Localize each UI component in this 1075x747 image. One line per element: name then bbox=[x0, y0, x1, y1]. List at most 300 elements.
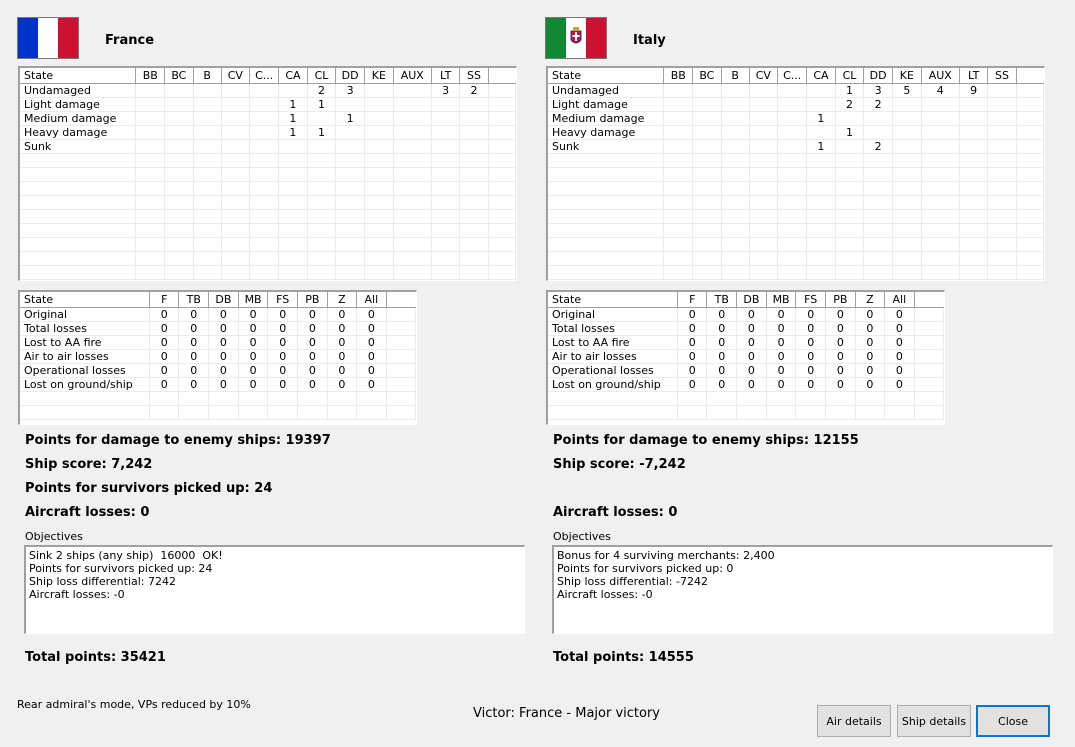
table-row[interactable] bbox=[548, 252, 1044, 266]
table-cell bbox=[864, 238, 893, 252]
table-row[interactable] bbox=[548, 266, 1044, 280]
row-label bbox=[20, 238, 136, 252]
ship-score-italy: Ship score: -7,242 bbox=[553, 457, 686, 472]
table-cell bbox=[386, 322, 415, 336]
column-header[interactable]: All bbox=[885, 292, 915, 308]
table-cell bbox=[1016, 84, 1043, 98]
table-cell bbox=[393, 112, 431, 126]
table-cell bbox=[921, 224, 959, 238]
table-row[interactable] bbox=[548, 84, 1044, 98]
table-cell bbox=[165, 238, 194, 252]
table-cell: 0 bbox=[327, 336, 356, 350]
table-cell bbox=[268, 406, 298, 420]
table-row[interactable] bbox=[20, 168, 516, 182]
table-cell bbox=[136, 238, 165, 252]
table-cell bbox=[664, 126, 693, 140]
objectives-list-italy[interactable] bbox=[552, 545, 1053, 634]
objectives-list-france[interactable] bbox=[24, 545, 525, 634]
column-header[interactable]: BC bbox=[165, 68, 194, 84]
column-header[interactable]: LT bbox=[960, 68, 988, 84]
table-cell bbox=[221, 98, 250, 112]
table-row[interactable] bbox=[548, 406, 944, 420]
table-cell: 0 bbox=[298, 350, 328, 364]
table-row[interactable] bbox=[548, 238, 1044, 252]
mode-note: Rear admiral's mode, VPs reduced by 10% bbox=[17, 698, 251, 711]
table-cell bbox=[864, 154, 893, 168]
table-row[interactable] bbox=[548, 224, 1044, 238]
table-cell bbox=[807, 84, 836, 98]
table-cell: 0 bbox=[268, 336, 298, 350]
table-cell bbox=[914, 336, 943, 350]
column-header[interactable]: All bbox=[357, 292, 387, 308]
table-row[interactable] bbox=[20, 98, 516, 112]
table-cell bbox=[268, 392, 298, 406]
table-row[interactable] bbox=[548, 322, 944, 336]
table-row[interactable] bbox=[548, 308, 944, 322]
table-cell: 0 bbox=[885, 364, 915, 378]
table-cell bbox=[336, 154, 365, 168]
table-cell bbox=[1016, 182, 1043, 196]
table-cell bbox=[921, 98, 959, 112]
table-cell: 0 bbox=[150, 308, 179, 322]
table-row[interactable] bbox=[548, 364, 944, 378]
table-cell bbox=[893, 182, 922, 196]
table-row[interactable] bbox=[20, 154, 516, 168]
column-header[interactable]: PB bbox=[826, 292, 856, 308]
table-cell bbox=[238, 392, 268, 406]
table-cell: 0 bbox=[678, 308, 707, 322]
table-cell bbox=[749, 196, 778, 210]
table-cell bbox=[693, 84, 722, 98]
table-row[interactable] bbox=[20, 392, 416, 406]
table-cell bbox=[1016, 126, 1043, 140]
column-header[interactable]: DB bbox=[209, 292, 239, 308]
table-cell bbox=[664, 266, 693, 280]
table-row[interactable] bbox=[548, 392, 944, 406]
table-cell bbox=[807, 196, 836, 210]
table-row[interactable] bbox=[20, 84, 516, 98]
table-cell: 1 bbox=[807, 140, 836, 154]
table-cell bbox=[721, 252, 749, 266]
column-header[interactable]: CA bbox=[279, 68, 308, 84]
column-header[interactable]: LT bbox=[432, 68, 460, 84]
table-cell bbox=[357, 406, 387, 420]
table-cell bbox=[307, 168, 336, 182]
table-cell bbox=[960, 224, 988, 238]
row-label: Sunk bbox=[548, 140, 664, 154]
table-cell bbox=[707, 392, 737, 406]
air-details-button[interactable]: Air details bbox=[817, 705, 891, 737]
table-row[interactable] bbox=[548, 154, 1044, 168]
table-cell bbox=[307, 182, 336, 196]
table-row[interactable] bbox=[20, 364, 416, 378]
table-cell bbox=[298, 406, 328, 420]
row-label bbox=[548, 252, 664, 266]
table-cell bbox=[721, 84, 749, 98]
table-cell bbox=[488, 210, 515, 224]
table-cell bbox=[460, 112, 489, 126]
table-cell: 0 bbox=[855, 322, 884, 336]
table-cell bbox=[678, 392, 707, 406]
row-label bbox=[20, 406, 150, 420]
table-cell: 3 bbox=[864, 84, 893, 98]
objective-line: Bonus for 4 surviving merchants: 2,400 bbox=[557, 549, 775, 562]
table-cell bbox=[250, 84, 279, 98]
table-row[interactable] bbox=[20, 126, 516, 140]
table-row[interactable] bbox=[548, 98, 1044, 112]
table-cell bbox=[488, 126, 515, 140]
table-cell bbox=[864, 126, 893, 140]
table-cell bbox=[460, 168, 489, 182]
table-cell bbox=[796, 392, 826, 406]
table-cell bbox=[150, 406, 179, 420]
table-cell bbox=[749, 112, 778, 126]
column-header[interactable]: B bbox=[193, 68, 221, 84]
table-cell bbox=[365, 140, 394, 154]
column-header[interactable]: TB bbox=[707, 292, 737, 308]
aircraft-status-table-france[interactable] bbox=[18, 290, 417, 425]
table-cell bbox=[136, 224, 165, 238]
table-cell bbox=[807, 182, 836, 196]
table-cell bbox=[193, 252, 221, 266]
table-cell bbox=[826, 392, 856, 406]
table-row[interactable] bbox=[548, 196, 1044, 210]
table-cell bbox=[221, 126, 250, 140]
table-cell bbox=[460, 252, 489, 266]
table-cell bbox=[749, 98, 778, 112]
row-label: Undamaged bbox=[20, 84, 136, 98]
table-cell: 0 bbox=[885, 350, 915, 364]
column-header[interactable]: State bbox=[548, 292, 678, 308]
table-cell bbox=[307, 140, 336, 154]
table-cell: 0 bbox=[179, 322, 209, 336]
table-cell bbox=[307, 154, 336, 168]
table-cell bbox=[136, 210, 165, 224]
side-name-france: France bbox=[105, 33, 155, 48]
table-cell bbox=[336, 266, 365, 280]
table-cell bbox=[693, 252, 722, 266]
table-cell bbox=[250, 182, 279, 196]
table-cell bbox=[250, 210, 279, 224]
column-header[interactable]: DD bbox=[336, 68, 365, 84]
table-cell: 0 bbox=[150, 364, 179, 378]
table-row[interactable] bbox=[548, 112, 1044, 126]
table-row[interactable] bbox=[548, 168, 1044, 182]
table-cell bbox=[749, 154, 778, 168]
column-header[interactable]: Z bbox=[327, 292, 356, 308]
table-cell bbox=[721, 210, 749, 224]
row-label bbox=[548, 154, 664, 168]
column-header[interactable]: SS bbox=[460, 68, 489, 84]
table-row[interactable] bbox=[20, 308, 416, 322]
table-cell bbox=[250, 224, 279, 238]
table-cell bbox=[193, 196, 221, 210]
table-cell bbox=[221, 112, 250, 126]
table-cell bbox=[221, 224, 250, 238]
table-cell: 0 bbox=[678, 336, 707, 350]
column-header[interactable]: PB bbox=[298, 292, 328, 308]
table-row[interactable] bbox=[20, 322, 416, 336]
table-cell bbox=[921, 182, 959, 196]
row-label bbox=[20, 196, 136, 210]
column-header-filler bbox=[488, 68, 515, 84]
table-row[interactable] bbox=[548, 140, 1044, 154]
table-row[interactable] bbox=[548, 126, 1044, 140]
column-header[interactable]: FS bbox=[268, 292, 298, 308]
table-cell bbox=[488, 238, 515, 252]
column-header[interactable]: TB bbox=[179, 292, 209, 308]
table-cell: 0 bbox=[826, 308, 856, 322]
column-header[interactable]: CV bbox=[221, 68, 250, 84]
table-cell bbox=[749, 252, 778, 266]
survivor-points-france: Points for survivors picked up: 24 bbox=[25, 481, 273, 496]
table-cell bbox=[693, 126, 722, 140]
ship-details-button[interactable]: Ship details bbox=[897, 705, 971, 737]
table-row[interactable] bbox=[20, 252, 516, 266]
table-cell bbox=[778, 126, 807, 140]
table-cell bbox=[778, 154, 807, 168]
column-header[interactable]: F bbox=[678, 292, 707, 308]
table-cell bbox=[807, 98, 836, 112]
table-cell: 0 bbox=[826, 378, 856, 392]
table-cell bbox=[165, 126, 194, 140]
ship-status-table-italy[interactable] bbox=[546, 66, 1045, 281]
row-label bbox=[20, 252, 136, 266]
table-cell bbox=[488, 84, 515, 98]
table-cell bbox=[393, 154, 431, 168]
column-header[interactable]: AUX bbox=[393, 68, 431, 84]
row-label: Light damage bbox=[20, 98, 136, 112]
column-header[interactable]: B bbox=[721, 68, 749, 84]
table-cell bbox=[778, 224, 807, 238]
table-cell bbox=[707, 406, 737, 420]
table-row[interactable] bbox=[548, 350, 944, 364]
table-cell bbox=[460, 126, 489, 140]
column-header[interactable]: DB bbox=[737, 292, 767, 308]
column-header[interactable]: C... bbox=[778, 68, 807, 84]
table-cell: 0 bbox=[150, 350, 179, 364]
ship-status-table-france[interactable] bbox=[18, 66, 517, 281]
table-cell: 1 bbox=[835, 84, 864, 98]
table-cell bbox=[365, 112, 394, 126]
table-cell bbox=[835, 196, 864, 210]
table-cell bbox=[221, 84, 250, 98]
table-row[interactable] bbox=[20, 238, 516, 252]
table-cell bbox=[193, 266, 221, 280]
table-cell bbox=[664, 140, 693, 154]
table-cell: 0 bbox=[855, 350, 884, 364]
column-header[interactable]: CL bbox=[307, 68, 336, 84]
table-cell bbox=[988, 238, 1017, 252]
table-cell bbox=[1016, 168, 1043, 182]
table-cell bbox=[336, 98, 365, 112]
row-label bbox=[20, 154, 136, 168]
table-cell: 0 bbox=[357, 364, 387, 378]
table-cell bbox=[914, 406, 943, 420]
table-cell bbox=[460, 238, 489, 252]
table-cell bbox=[165, 224, 194, 238]
table-row[interactable] bbox=[20, 378, 416, 392]
column-header[interactable]: BB bbox=[136, 68, 165, 84]
table-cell bbox=[221, 182, 250, 196]
table-row[interactable] bbox=[548, 336, 944, 350]
table-cell bbox=[664, 112, 693, 126]
table-cell bbox=[988, 196, 1017, 210]
table-cell: 0 bbox=[209, 364, 239, 378]
table-row[interactable] bbox=[20, 224, 516, 238]
objectives-label-italy: Objectives bbox=[553, 530, 611, 543]
table-cell: 0 bbox=[885, 308, 915, 322]
table-cell bbox=[165, 252, 194, 266]
table-cell: 0 bbox=[238, 378, 268, 392]
table-cell: 1 bbox=[835, 126, 864, 140]
table-cell bbox=[826, 406, 856, 420]
column-header[interactable]: SS bbox=[988, 68, 1017, 84]
table-cell bbox=[365, 98, 394, 112]
column-header[interactable]: State bbox=[548, 68, 664, 84]
table-cell bbox=[488, 196, 515, 210]
table-cell bbox=[988, 112, 1017, 126]
table-cell bbox=[250, 238, 279, 252]
table-cell bbox=[893, 224, 922, 238]
column-header[interactable]: FS bbox=[796, 292, 826, 308]
table-cell bbox=[193, 210, 221, 224]
row-label bbox=[20, 266, 136, 280]
table-cell bbox=[165, 140, 194, 154]
column-header-filler bbox=[386, 292, 415, 308]
table-cell bbox=[835, 266, 864, 280]
table-cell bbox=[136, 98, 165, 112]
table-cell bbox=[988, 84, 1017, 98]
row-label: Lost to AA fire bbox=[548, 336, 678, 350]
table-cell bbox=[460, 140, 489, 154]
table-cell: 0 bbox=[766, 364, 796, 378]
table-cell bbox=[386, 350, 415, 364]
column-header[interactable]: CA bbox=[807, 68, 836, 84]
table-row[interactable] bbox=[20, 350, 416, 364]
table-cell bbox=[365, 182, 394, 196]
column-header[interactable]: AUX bbox=[921, 68, 959, 84]
table-cell bbox=[336, 252, 365, 266]
table-cell bbox=[460, 266, 489, 280]
table-cell bbox=[432, 140, 460, 154]
table-cell: 0 bbox=[150, 322, 179, 336]
row-label bbox=[20, 392, 150, 406]
table-cell bbox=[221, 140, 250, 154]
table-row[interactable] bbox=[20, 182, 516, 196]
table-cell bbox=[250, 252, 279, 266]
column-header[interactable]: MB bbox=[766, 292, 796, 308]
table-cell bbox=[136, 112, 165, 126]
table-row[interactable] bbox=[20, 336, 416, 350]
table-row[interactable] bbox=[548, 378, 944, 392]
table-cell bbox=[365, 154, 394, 168]
table-cell bbox=[835, 238, 864, 252]
aircraft-status-table-italy[interactable] bbox=[546, 290, 945, 425]
table-cell bbox=[193, 224, 221, 238]
column-header[interactable]: KE bbox=[893, 68, 922, 84]
table-cell bbox=[1016, 98, 1043, 112]
column-header[interactable]: KE bbox=[365, 68, 394, 84]
table-cell bbox=[386, 364, 415, 378]
table-row[interactable] bbox=[548, 210, 1044, 224]
table-cell bbox=[960, 266, 988, 280]
column-header[interactable]: Z bbox=[855, 292, 884, 308]
table-cell: 0 bbox=[268, 378, 298, 392]
table-cell bbox=[221, 238, 250, 252]
table-cell: 0 bbox=[357, 336, 387, 350]
table-row[interactable] bbox=[20, 266, 516, 280]
table-cell bbox=[279, 140, 308, 154]
column-header[interactable]: CL bbox=[835, 68, 864, 84]
column-header[interactable]: F bbox=[150, 292, 179, 308]
table-row[interactable] bbox=[20, 406, 416, 420]
table-cell bbox=[1016, 154, 1043, 168]
table-cell bbox=[365, 238, 394, 252]
table-cell bbox=[988, 98, 1017, 112]
row-label: Air to air losses bbox=[20, 350, 150, 364]
table-cell bbox=[778, 238, 807, 252]
total-points-france: Total points: 35421 bbox=[25, 650, 166, 665]
table-cell bbox=[193, 168, 221, 182]
table-cell: 0 bbox=[179, 308, 209, 322]
column-header[interactable]: BB bbox=[664, 68, 693, 84]
close-button[interactable]: Close bbox=[976, 705, 1050, 737]
column-header[interactable]: State bbox=[20, 292, 150, 308]
table-cell bbox=[432, 238, 460, 252]
aircraft-losses-france: Aircraft losses: 0 bbox=[25, 505, 150, 520]
table-row[interactable] bbox=[20, 112, 516, 126]
table-row[interactable] bbox=[20, 196, 516, 210]
table-cell bbox=[193, 140, 221, 154]
table-cell: 0 bbox=[885, 378, 915, 392]
table-cell bbox=[488, 98, 515, 112]
table-cell bbox=[488, 182, 515, 196]
table-row[interactable] bbox=[548, 182, 1044, 196]
column-header[interactable]: BC bbox=[693, 68, 722, 84]
table-cell bbox=[796, 406, 826, 420]
column-header[interactable]: State bbox=[20, 68, 136, 84]
table-row[interactable] bbox=[20, 210, 516, 224]
table-cell bbox=[988, 140, 1017, 154]
table-cell: 0 bbox=[796, 378, 826, 392]
table-cell bbox=[393, 126, 431, 140]
table-cell bbox=[193, 98, 221, 112]
table-row[interactable] bbox=[20, 140, 516, 154]
table-cell bbox=[864, 224, 893, 238]
table-cell bbox=[221, 210, 250, 224]
row-label bbox=[20, 210, 136, 224]
column-header[interactable]: C... bbox=[250, 68, 279, 84]
table-cell bbox=[365, 210, 394, 224]
table-cell bbox=[136, 196, 165, 210]
table-cell bbox=[336, 126, 365, 140]
column-header[interactable]: MB bbox=[238, 292, 268, 308]
column-header[interactable]: CV bbox=[749, 68, 778, 84]
table-cell bbox=[778, 98, 807, 112]
table-cell: 0 bbox=[179, 336, 209, 350]
column-header[interactable]: DD bbox=[864, 68, 893, 84]
table-cell bbox=[721, 266, 749, 280]
table-cell bbox=[893, 140, 922, 154]
table-cell bbox=[664, 210, 693, 224]
table-cell bbox=[893, 98, 922, 112]
table-cell bbox=[193, 238, 221, 252]
table-cell bbox=[165, 84, 194, 98]
row-label: Heavy damage bbox=[20, 126, 136, 140]
table-cell bbox=[835, 252, 864, 266]
row-label bbox=[548, 196, 664, 210]
